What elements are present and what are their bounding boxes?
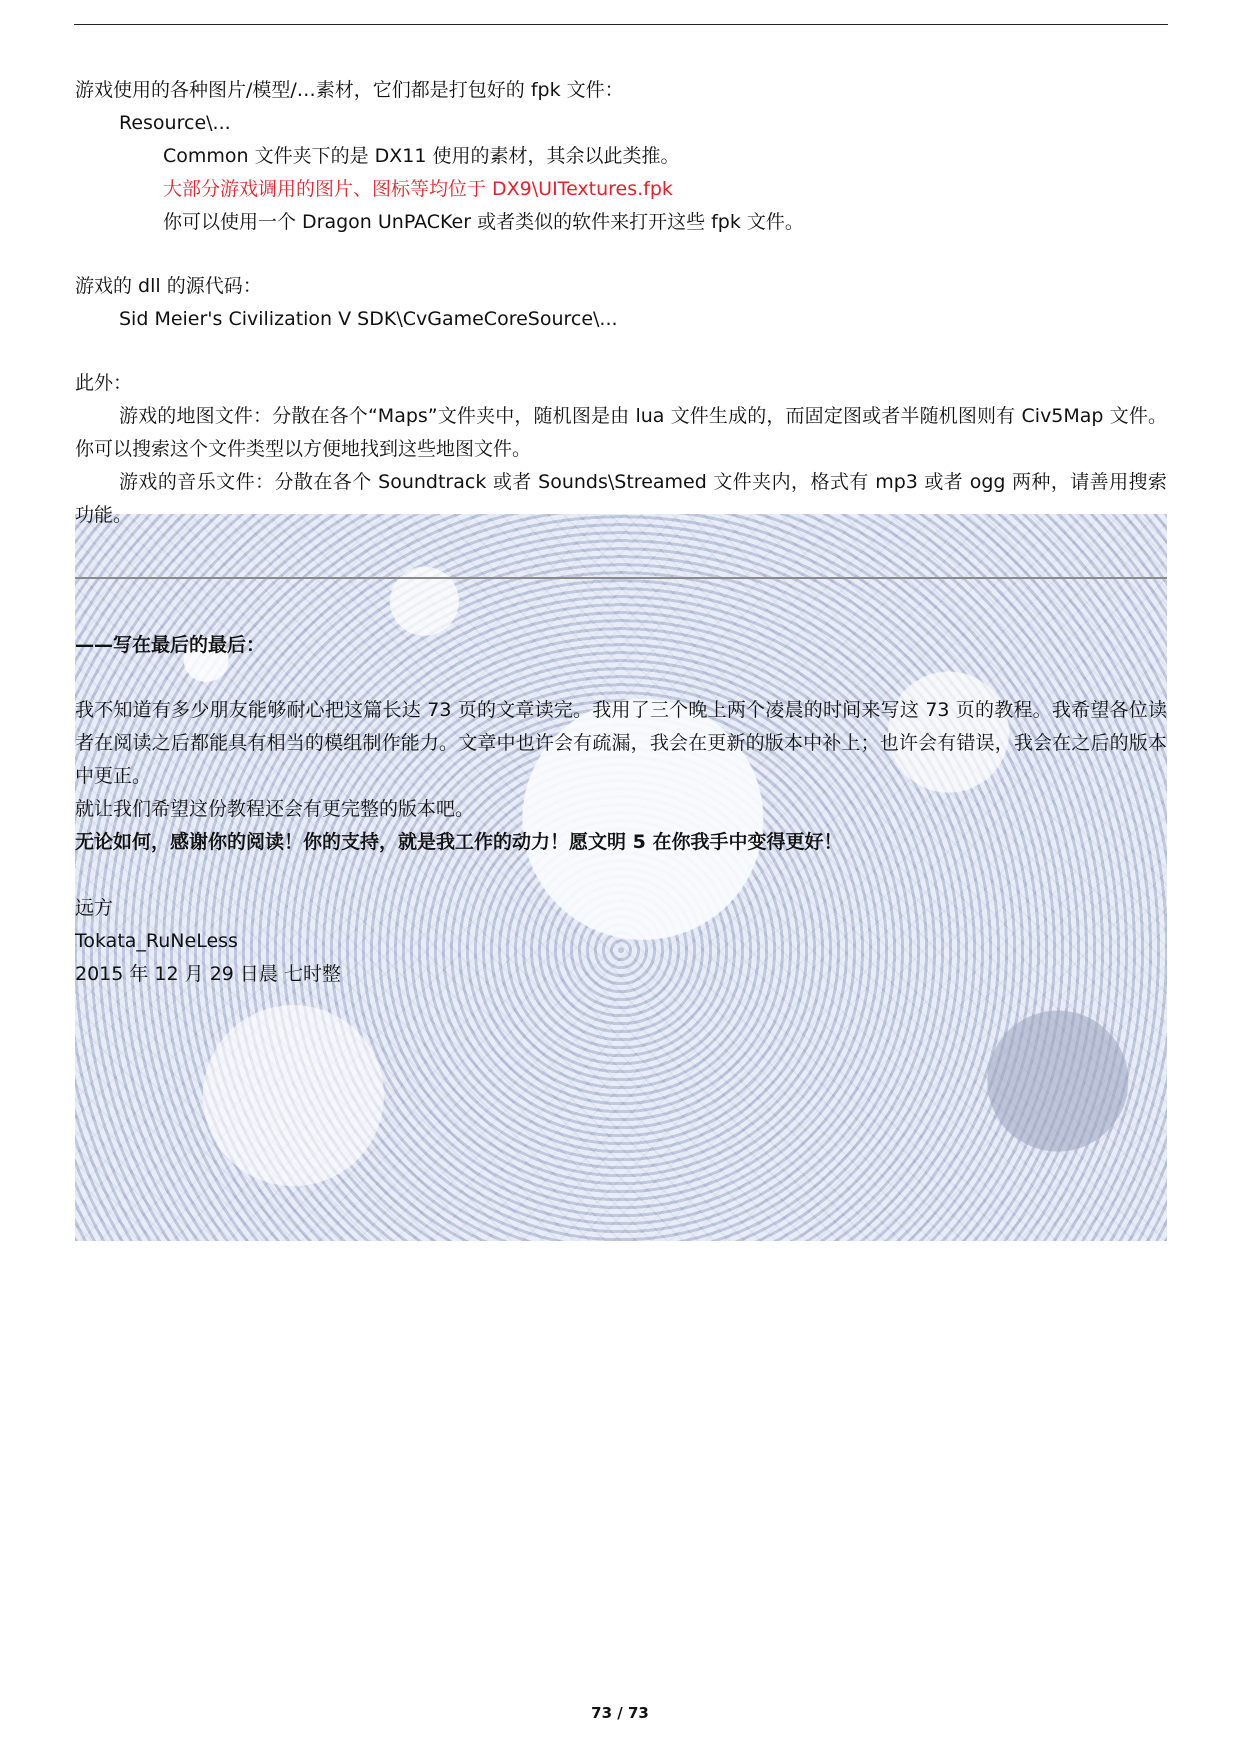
misc-music-paragraph bbox=[75, 466, 1167, 532]
afterword-paragraph bbox=[75, 694, 1167, 793]
assets-path: Resource\... bbox=[119, 112, 231, 134]
dll-path: Sid Meier's Civilization V SDK\CvGameCoreSource\... bbox=[119, 308, 618, 330]
header-rule bbox=[74, 24, 1168, 25]
assets-item-uitextures: 大部分游戏调用的图片、图标等均位于 DX9\UITextures.fpk bbox=[163, 178, 673, 200]
assets-item-unpacker: 你可以使用一个 Dragon UnPACKer 或者类似的软件来打开这些 fpk 文件。 bbox=[163, 211, 804, 233]
signature-date: 2015 年 12 月 29 日晨 七时整 bbox=[75, 963, 341, 985]
afterword-hope: 就让我们希望这份教程还会有更完整的版本吧。 bbox=[75, 798, 475, 820]
misc-heading: 此外： bbox=[75, 372, 133, 394]
signature-handle: Tokata_RuNeLess bbox=[75, 930, 238, 952]
afterword-thanks: 无论如何，感谢你的阅读！你的支持，就是我工作的动力！愿文明 5 在你我手中变得更好！ bbox=[75, 831, 843, 853]
afterword-title: ——写在最后的最后： bbox=[75, 634, 266, 656]
section-divider bbox=[75, 577, 1167, 579]
misc-maps-paragraph bbox=[75, 400, 1167, 466]
background-artwork bbox=[75, 514, 1167, 1241]
maps-text: 游戏的地图文件：分散在各个“Maps”文件夹中，随机图是由 lua 文件生成的，而固定图或者半随机图则有 Civ5Map 文件。你可以搜索这个文件类型以方便地找到这些地图文件。 bbox=[75, 405, 1167, 460]
assets-heading: 游戏使用的各种图片/模型/…素材，它们都是打包好的 fpk 文件： bbox=[75, 79, 624, 101]
page-number: 73 / 73 bbox=[591, 1704, 649, 1722]
assets-item-common: Common 文件夹下的是 DX11 使用的素材，其余以此类推。 bbox=[163, 145, 680, 167]
music-text: 游戏的音乐文件：分散在各个 Soundtrack 或者 Sounds\Streamed 文件夹内，格式有 mp3 或者 ogg 两种，请善用搜索功能。 bbox=[75, 471, 1167, 526]
signature-name: 远方 bbox=[75, 897, 114, 919]
afterword-text: 我不知道有多少朋友能够耐心把这篇长达 73 页的文章读完。我用了三个晚上两个凌晨的时间来写这 73 页的教程。我希望各位读者在阅读之后都能具有相当的模组制作能力。文章中也许会有疏漏，我会在更新的版本中补上；也许会有错误，我会在之后的版本中更正。 bbox=[75, 699, 1167, 787]
dll-heading: 游戏的 dll 的源代码： bbox=[75, 275, 262, 297]
